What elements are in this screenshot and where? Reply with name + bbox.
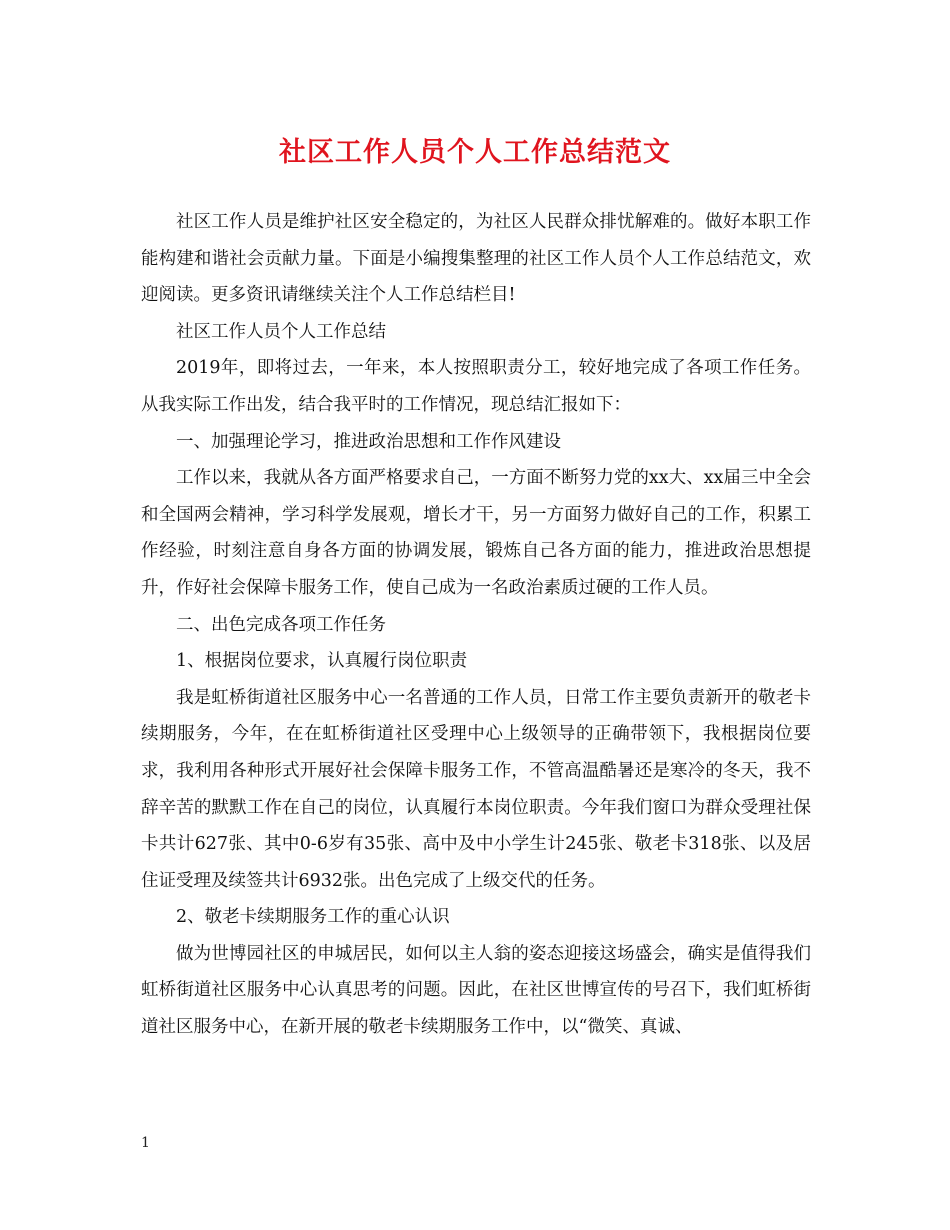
page-number: 1 [141, 1135, 150, 1151]
overview-paragraph: 2019年，即将过去，一年来，本人按照职责分工，较好地完成了各项工作任务。从我实际工作出发，结合我平时的工作情况，现总结汇报如下： [141, 358, 811, 415]
section-1-paragraph: 工作以来，我就从各方面严格要求自己，一方面不断努力党的xx大、xx届三中全会和全国两会精神，学习科学发展观，增长才干，另一方面努力做好自己的工作，积累工作经验，时刻注意自身各方面的协调发展，锻炼自己各方面的能力，推进政治思想提升，作好社会保障卡服务工作，使自己成为一名政治素质过硬的工作人员。 [141, 468, 811, 598]
subsection-heading-1: 1、根据岗位要求，认真履行岗位职责 [176, 651, 468, 672]
subtitle-paragraph: 社区工作人员个人工作总结 [176, 321, 386, 342]
subsection-1-paragraph: 我是虹桥街道社区服务中心一名普通的工作人员，日常工作主要负责新开的敬老卡续期服务，今年，在在虹桥街道社区受理中心上级领导的正确带领下，我根据岗位要求，我利用各种形式开展好社会保障卡服务工作，不管高温酷暑还是寒冷的冬天，我不辞辛苦的默默工作在自己的岗位，认真履行本岗位职责。今年我们窗口为群众受理社保卡共计627张、其中0-6岁有35张、高中及中小学生计245张、敬老卡318张、以及居住证受理及续签共计6932张。出色完成了上级交代的任务。 [141, 687, 811, 891]
section-heading-2: 二、出色完成各项工作任务 [176, 614, 386, 635]
subsection-heading-2: 2、敬老卡续期服务工作的重心认识 [176, 907, 450, 928]
section-heading-1: 一、加强理论学习，推进政治思想和工作作风建设 [176, 431, 561, 452]
intro-paragraph: 社区工作人员是维护社区安全稳定的，为社区人民群众排忧解难的。做好本职工作能构建和谐社会贡献力量。下面是小编搜集整理的社区工作人员个人工作总结范文，欢迎阅读。更多资讯请继续关注个人工作总结栏目! [141, 212, 811, 306]
subsection-2-paragraph: 做为世博园社区的申城居民，如何以主人翁的姿态迎接这场盛会，确实是值得我们虹桥街道社区服务中心认真思考的问题。因此，在社区世博宣传的号召下，我们虹桥街道社区服务中心，在新开展的敬老卡续期服务工作中，以“微笑、真诚、 [141, 943, 811, 1038]
document-title: 社区工作人员个人工作总结范文 [279, 137, 671, 168]
document-body [141, 204, 811, 1046]
